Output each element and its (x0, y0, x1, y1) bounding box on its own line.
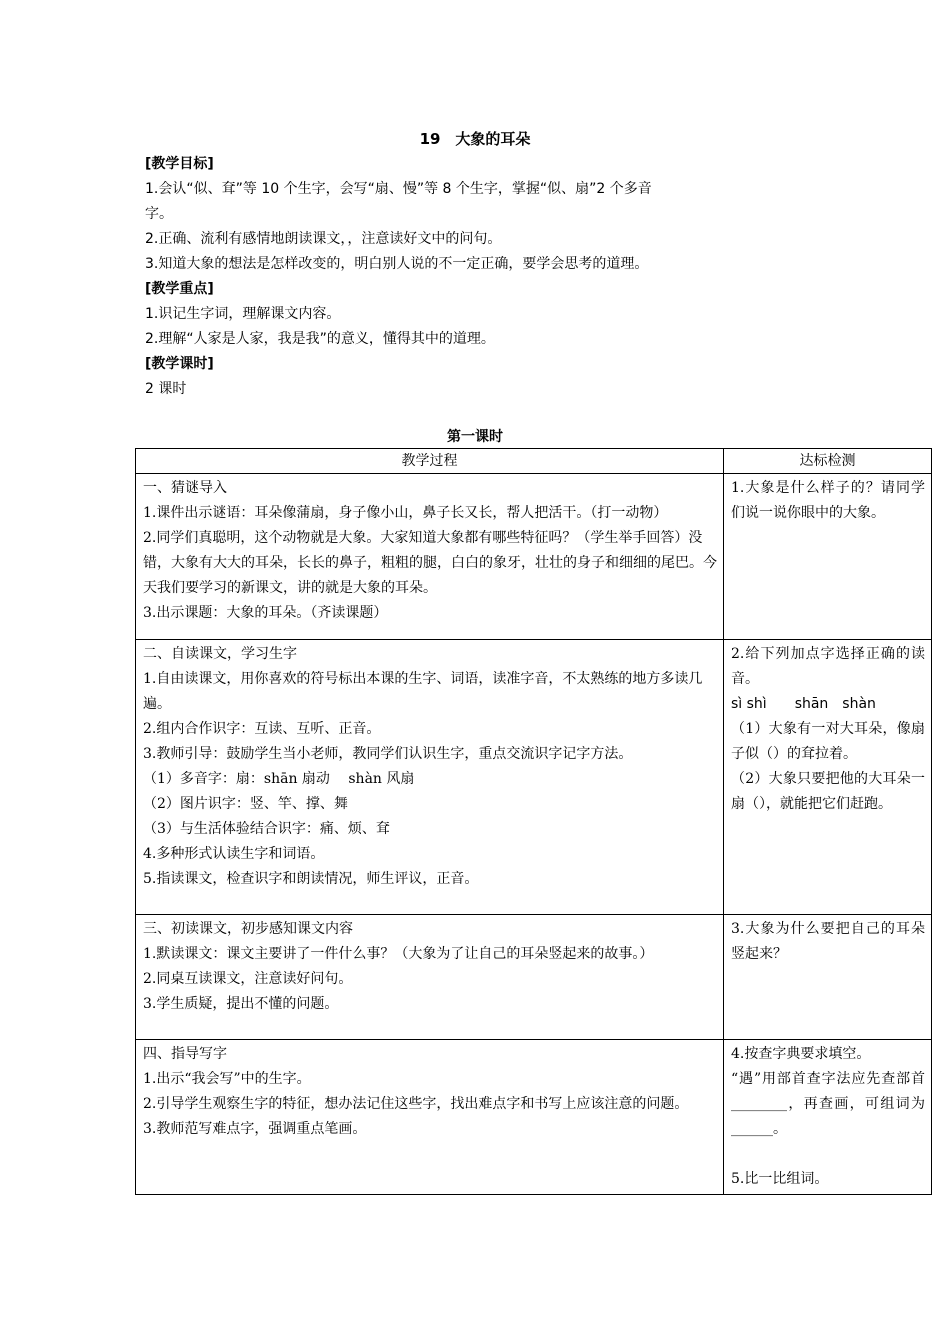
intro-section (145, 152, 825, 402)
process-cell (136, 640, 724, 915)
table-row (136, 1040, 932, 1195)
check-cell (724, 1040, 932, 1195)
process-line: 2.引导学生观察生字的特征，想办法记住这些字，找出难点字和书写上应该注意的问题。 (143, 1096, 689, 1112)
process-cell (136, 1040, 724, 1195)
table-header-row (136, 449, 932, 474)
lesson-plan-table (135, 448, 932, 1195)
hours-value: 2 课时 (145, 381, 187, 397)
check-line: 5.比一比组词。 (731, 1171, 829, 1187)
goal-1b: 字。 (145, 206, 173, 222)
process-line: 3.教师范写难点字，强调重点笔画。 (143, 1121, 367, 1137)
process-line: 四、指导写字 (143, 1046, 227, 1062)
process-line: 三、初读课文，初步感知课文内容 (143, 921, 353, 937)
process-line: 2.同桌互读课文，注意读好问句。 (143, 971, 353, 987)
check-line: （1）大象有一对大耳朵，像扇子似（）的耷拉着。 (731, 721, 925, 762)
process-line: 5.指读课文，检查识字和朗读情况，师生评议，正音。 (143, 871, 479, 887)
check-line: sì shì shān shàn (731, 696, 876, 712)
process-line: （3）与生活体验结合识字：痛、烦、耷 (143, 821, 390, 837)
check-line: 3.大象为什么要把自己的耳朵竖起来？ (731, 921, 925, 962)
process-line: 1.出示“我会写”中的生字。 (143, 1071, 311, 1087)
check-line: “遇”用部首查字法应先查部首________，再查画，可组词为______。 (731, 1071, 925, 1137)
process-line: 一、猜谜导入 (143, 480, 227, 496)
process-line: （2）图片识字：竖、竿、撑、舞 (143, 796, 348, 812)
process-line: 3.学生质疑，提出不懂的问题。 (143, 996, 339, 1012)
header-check: 达标检测 (724, 449, 932, 474)
check-line: 1.大象是什么样子的？请同学们说一说你眼中的大象。 (731, 480, 925, 521)
lesson-title-heading: 19 大象的耳朵 (419, 130, 531, 148)
check-line: 2.给下列加点字选择正确的读音。 (731, 646, 925, 687)
process-line: 3.出示课题：大象的耳朵。（齐读课题） (143, 605, 388, 621)
check-line: 4.按查字典要求填空。 (731, 1046, 871, 1062)
process-line: 1.默读课文：课文主要讲了一件什么事？（大象为了让自己的耳朵竖起来的故事。） (143, 946, 654, 962)
process-cell (136, 915, 724, 1040)
hours-heading: [教学课时] (145, 356, 214, 372)
process-line: （1）多音字：扇：shān 扇动 shàn 风扇 (143, 771, 415, 787)
check-line (731, 1142, 925, 1167)
process-line: 2.组内合作识字：互读、互听、正音。 (143, 721, 381, 737)
check-cell (724, 640, 932, 915)
check-cell (724, 474, 932, 640)
process-line: 2.同学们真聪明，这个动物就是大象。大家知道大象都有哪些特征吗？（学生举手回答）没错，大象有大大的耳朵，长长的鼻子，粗粗的腿，白白的象牙，壮壮的身子和细细的尾巴。今天我们要学习的新课文，讲的就是大象的耳朵。 (143, 530, 717, 596)
goal-1a: 1.会认“似、耷”等 10 个生字，会写“扇、慢”等 8 个生字，掌握“似、扇”2 个多音 (145, 181, 652, 197)
goals-heading: [教学目标] (145, 156, 214, 172)
process-line: 4.多种形式认读生字和词语。 (143, 846, 325, 862)
process-line: 1.课件出示谜语：耳朵像蒲扇，身子像小山，鼻子长又长，帮人把活干。（打一动物） (143, 505, 668, 521)
header-process: 教学过程 (136, 449, 724, 474)
table-row (136, 915, 932, 1040)
focus-1: 1.识记生字词，理解课文内容。 (145, 306, 341, 322)
first-lesson-heading: 第一课时 (447, 429, 503, 445)
table-row (136, 640, 932, 915)
process-cell (136, 474, 724, 640)
goal-3: 3.知道大象的想法是怎样改变的，明白别人说的不一定正确，要学会思考的道理。 (145, 256, 649, 272)
table-row (136, 474, 932, 640)
focus-2: 2.理解“人家是人家，我是我”的意义，懂得其中的道理。 (145, 331, 495, 347)
goal-2: 2.正确、流利有感情地朗读课文，，注意读好文中的问句。 (145, 231, 502, 247)
process-line: 二、自读课文，学习生字 (143, 646, 297, 662)
process-line: 1.自由读课文，用你喜欢的符号标出本课的生字、词语，读准字音，不太熟练的地方多读几遍。 (143, 671, 703, 712)
check-cell (724, 915, 932, 1040)
check-line: （2）大象只要把他的大耳朵一扇（），就能把它们赶跑。 (731, 771, 925, 812)
process-line: 3.教师引导：鼓励学生当小老师，教同学们认识生字，重点交流识字记字方法。 (143, 746, 633, 762)
table-body (136, 474, 932, 1195)
focus-heading: [教学重点] (145, 281, 214, 297)
